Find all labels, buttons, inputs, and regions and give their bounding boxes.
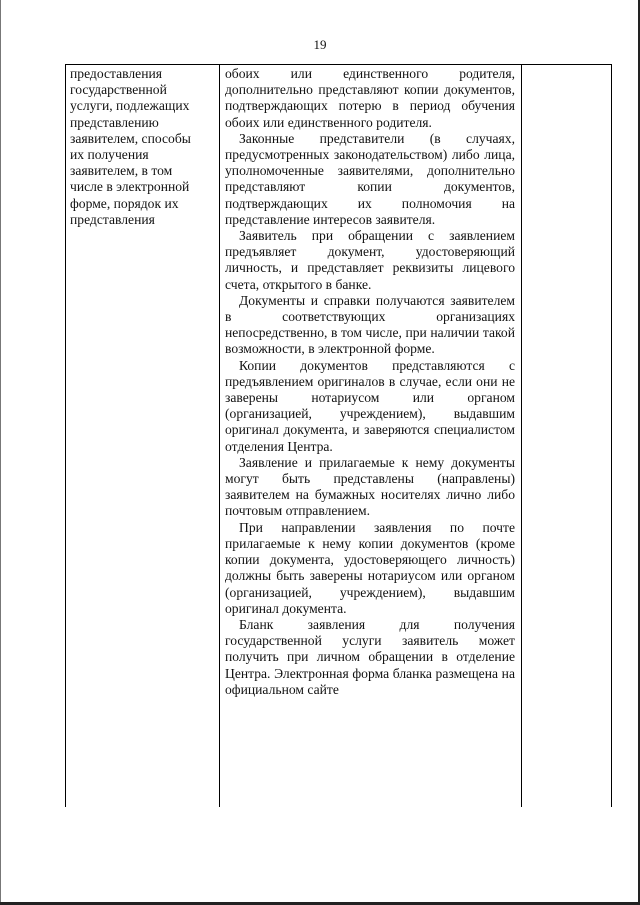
- left-line: предоставления: [70, 66, 163, 81]
- left-line: услуги, подлежащих: [70, 98, 190, 114]
- paragraph: Документы и справки получаются заявителем в соответствующих организациях непосредственно, в том числе, при наличии такой возможности, в электронной форме.: [225, 292, 515, 357]
- table-divider-2: [521, 64, 522, 807]
- left-line: форме, порядок их: [70, 195, 179, 211]
- paragraph: Копии документов представляются с предъявлением оригиналов в случае, если они не заверены нотариусом или органом (организацией, учреждением), выдавшим оригинал документа, и заверяются специалистом отделения Центра.: [225, 357, 515, 454]
- left-line: заявителем, в том: [70, 163, 173, 179]
- paragraph: Заявление и прилагаемые к нему документы могут быть представлены (направлены) заявителем на бумажных носителях лично либо почтовым отправлением.: [225, 454, 515, 519]
- cell-requirement-name: [70, 66, 210, 228]
- left-line: представления: [70, 211, 155, 227]
- paragraph: обоих или единственного родителя, дополнительно представляют копии документов, подтверждающих потерю в период обучения обоих или единственного родителя.: [225, 66, 515, 130]
- cell-requirement-content: [225, 66, 515, 698]
- paragraph: Законные представители (в случаях, предусмотренных законодательством) либо лица, уполномоченные заявителями, дополнительно представляют копии документов, подтверждающих их полномочия на представление интересов заявителя.: [225, 130, 515, 227]
- paragraph: Бланк заявления для получения государственной услуги заявитель может получить при личном обращении в отделение Центра. Электронная форма бланка размещена на официальном сайте: [225, 616, 515, 697]
- table-border-left: [65, 64, 66, 807]
- table-top-border: [65, 64, 612, 65]
- paragraph: При направлении заявления по почте прилагаемые к нему копии документов (кроме копии документа, удостоверяющего личность) должны быть заверены нотариусом или органом (организацией, учреждением), выдавшим оригинал документа.: [225, 519, 515, 616]
- left-line: заявителем, способы: [70, 130, 191, 146]
- left-line: государственной: [70, 82, 167, 98]
- page-number: 19: [313, 37, 327, 52]
- table-border-right: [611, 64, 612, 807]
- left-line: их получения: [70, 147, 149, 163]
- scan-edge-left: [0, 0, 1, 905]
- table-divider-1: [219, 64, 220, 807]
- paragraph: Заявитель при обращении с заявлением предъявляет документ, удостоверяющий личность, и представляет реквизиты лицевого счета, открытого в банке.: [225, 228, 515, 292]
- left-line: представлению: [70, 114, 159, 130]
- left-line: числе в электронной: [70, 179, 190, 195]
